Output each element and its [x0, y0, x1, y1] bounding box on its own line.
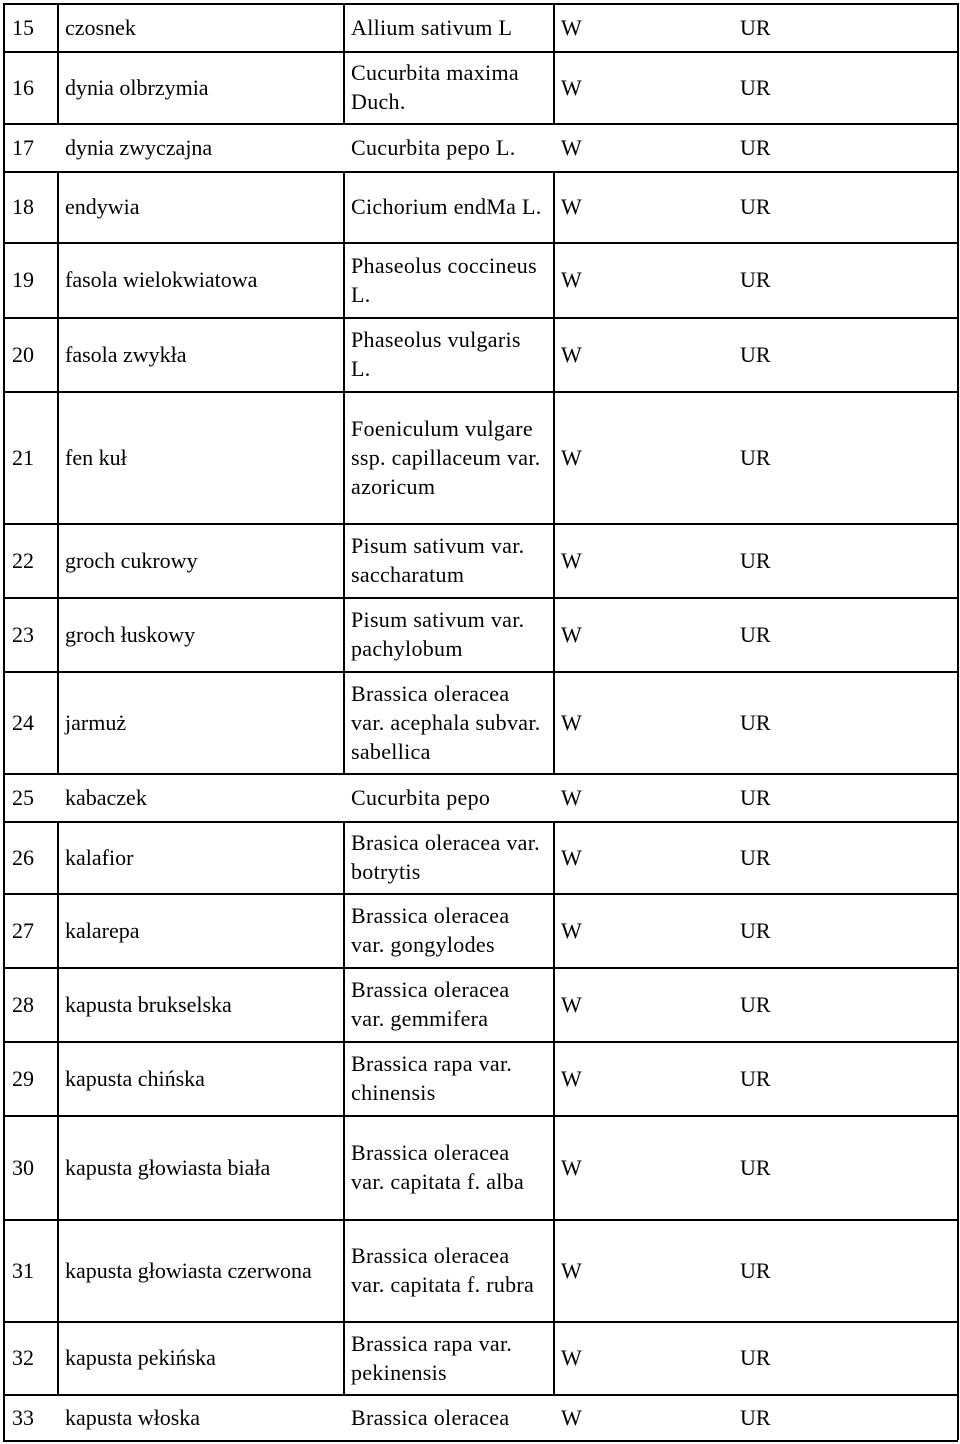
common-name: groch cukrowy	[65, 547, 198, 573]
column-border	[343, 893, 345, 967]
row-number: 22	[12, 547, 34, 573]
code-w: W	[561, 547, 582, 573]
common-name: jarmuż	[65, 709, 127, 735]
common-name: fen kuł	[65, 444, 127, 470]
column-border	[343, 821, 345, 893]
column-border	[553, 1041, 555, 1115]
code-w: W	[561, 709, 582, 735]
code-ur: UR	[740, 784, 771, 810]
code-w: W	[561, 14, 582, 40]
latin-name: Cichorium endMa L.	[351, 194, 542, 219]
column-border	[343, 1219, 345, 1321]
latin-name: Brassica oleracea var. gemmifera	[351, 977, 510, 1031]
common-name: kapusta pekińska	[65, 1345, 216, 1370]
code-ur: UR	[740, 267, 771, 292]
code-ur: UR	[740, 14, 771, 40]
common-name: dynia olbrzymia	[65, 74, 209, 100]
column-border	[553, 1219, 555, 1321]
code-ur: UR	[740, 1257, 771, 1283]
column-border	[57, 3, 59, 51]
column-border	[553, 317, 555, 391]
column-border	[553, 171, 555, 242]
column-border	[553, 523, 555, 597]
column-border	[57, 523, 59, 597]
column-border	[553, 597, 555, 671]
common-name: endywia	[65, 194, 140, 219]
common-name: kalarepa	[65, 917, 140, 943]
code-w: W	[561, 844, 582, 870]
column-border	[553, 1115, 555, 1219]
row-number: 26	[12, 844, 34, 870]
column-border	[553, 391, 555, 523]
column-border	[57, 671, 59, 773]
latin-name: Brassica rapa var. chinensis	[351, 1051, 513, 1105]
common-name: fasola zwykła	[65, 341, 187, 367]
column-border	[57, 967, 59, 1041]
code-ur: UR	[740, 1154, 771, 1180]
row-number: 25	[12, 784, 34, 810]
latin-name: Pisum sativum var. saccharatum	[351, 533, 525, 587]
latin-name: Brassica oleracea var. capitata f. alba	[351, 1140, 525, 1194]
column-border	[57, 597, 59, 671]
column-border	[57, 1219, 59, 1321]
column-border	[343, 1115, 345, 1219]
column-border	[553, 967, 555, 1041]
row-number: 33	[12, 1404, 34, 1430]
common-name: fasola wielokwiatowa	[65, 267, 258, 292]
column-border	[553, 3, 555, 51]
column-border	[553, 242, 555, 317]
row-number: 16	[12, 74, 34, 100]
latin-name: Brassica oleracea var. gongylodes	[351, 903, 510, 957]
row-number: 23	[12, 621, 34, 647]
column-border	[957, 3, 959, 1440]
code-w: W	[561, 1345, 582, 1370]
row-number: 30	[12, 1154, 34, 1180]
code-w: W	[561, 991, 582, 1017]
latin-name: Cucurbita maxima Duch.	[351, 60, 519, 114]
latin-name: Brassica oleracea	[351, 1404, 510, 1430]
code-w: W	[561, 917, 582, 943]
column-border	[57, 1115, 59, 1219]
code-w: W	[561, 134, 582, 160]
row-number: 21	[12, 444, 34, 470]
column-border	[57, 391, 59, 523]
code-w: W	[561, 1404, 582, 1430]
code-ur: UR	[740, 991, 771, 1017]
code-w: W	[561, 784, 582, 810]
latin-name: Cucurbita pepo L.	[351, 134, 516, 160]
row-number: 29	[12, 1065, 34, 1091]
latin-name: Pisum sativum var. pachylobum	[351, 607, 525, 661]
row-number: 18	[12, 194, 34, 219]
common-name: czosnek	[65, 14, 136, 40]
column-border	[553, 1321, 555, 1394]
column-border	[343, 51, 345, 123]
column-border	[57, 242, 59, 317]
latin-name: Brassica rapa var. pekinensis	[351, 1330, 513, 1385]
code-ur: UR	[740, 1065, 771, 1091]
column-border	[553, 893, 555, 967]
code-ur: UR	[740, 1404, 771, 1430]
column-border	[343, 242, 345, 317]
code-ur: UR	[740, 709, 771, 735]
column-border	[343, 1041, 345, 1115]
common-name: kapusta brukselska	[65, 991, 232, 1017]
row-number: 32	[12, 1345, 34, 1370]
row-number: 24	[12, 709, 34, 735]
column-border	[57, 893, 59, 967]
code-ur: UR	[740, 621, 771, 647]
code-ur: UR	[740, 134, 771, 160]
code-w: W	[561, 341, 582, 367]
column-border	[553, 51, 555, 123]
common-name: kapusta chińska	[65, 1065, 205, 1091]
code-ur: UR	[740, 917, 771, 943]
code-w: W	[561, 1065, 582, 1091]
code-w: W	[561, 267, 582, 292]
code-ur: UR	[740, 1345, 771, 1370]
column-border	[553, 821, 555, 893]
latin-name: Brassica oleracea var. capitata f. rubra	[351, 1243, 535, 1297]
row-number: 20	[12, 341, 34, 367]
column-border	[57, 1321, 59, 1394]
column-border	[343, 967, 345, 1041]
code-w: W	[561, 74, 582, 100]
column-border	[343, 671, 345, 773]
column-border	[343, 171, 345, 242]
row-border	[3, 1440, 958, 1442]
column-border	[57, 821, 59, 893]
latin-name: Brasica oleracea var. botrytis	[351, 830, 540, 884]
common-name: dynia zwyczajna	[65, 134, 213, 160]
code-w: W	[561, 444, 582, 470]
common-name: groch łuskowy	[65, 621, 196, 647]
column-border	[57, 317, 59, 391]
row-number: 27	[12, 917, 34, 943]
column-border	[343, 1321, 345, 1394]
code-ur: UR	[740, 194, 771, 219]
code-ur: UR	[740, 74, 771, 100]
code-ur: UR	[740, 444, 771, 470]
row-number: 28	[12, 991, 34, 1017]
code-ur: UR	[740, 547, 771, 573]
code-ur: UR	[740, 844, 771, 870]
row-number: 19	[12, 267, 34, 292]
row-number: 31	[12, 1257, 34, 1283]
column-border	[3, 3, 5, 1440]
common-name: kapusta głowiasta biała	[65, 1154, 271, 1180]
code-w: W	[561, 1257, 582, 1283]
column-border	[57, 51, 59, 123]
column-border	[343, 317, 345, 391]
code-w: W	[561, 194, 582, 219]
latin-name: Allium sativum L	[351, 14, 513, 40]
column-border	[553, 671, 555, 773]
code-w: W	[561, 1154, 582, 1180]
latin-name: Foeniculum vulgare ssp. capillaceum var. azoricum	[351, 415, 541, 499]
row-number: 17	[12, 134, 34, 160]
common-name: kapusta włoska	[65, 1404, 201, 1430]
column-border	[57, 171, 59, 242]
common-name: kabaczek	[65, 784, 147, 810]
column-border	[343, 523, 345, 597]
code-ur: UR	[740, 341, 771, 367]
column-border	[343, 3, 345, 51]
column-border	[343, 597, 345, 671]
latin-name: Phaseolus coccineus L.	[351, 252, 537, 307]
latin-name: Phaseolus vulgaris L.	[351, 327, 521, 381]
column-border	[57, 1041, 59, 1115]
common-name: kalafior	[65, 844, 134, 870]
latin-name: Brassica oleracea var. acephala subvar. sabellica	[351, 680, 541, 764]
common-name: kapusta głowiasta czerwona	[65, 1257, 312, 1283]
code-w: W	[561, 621, 582, 647]
row-number: 15	[12, 14, 34, 40]
latin-name: Cucurbita pepo	[351, 784, 491, 810]
column-border	[343, 391, 345, 523]
